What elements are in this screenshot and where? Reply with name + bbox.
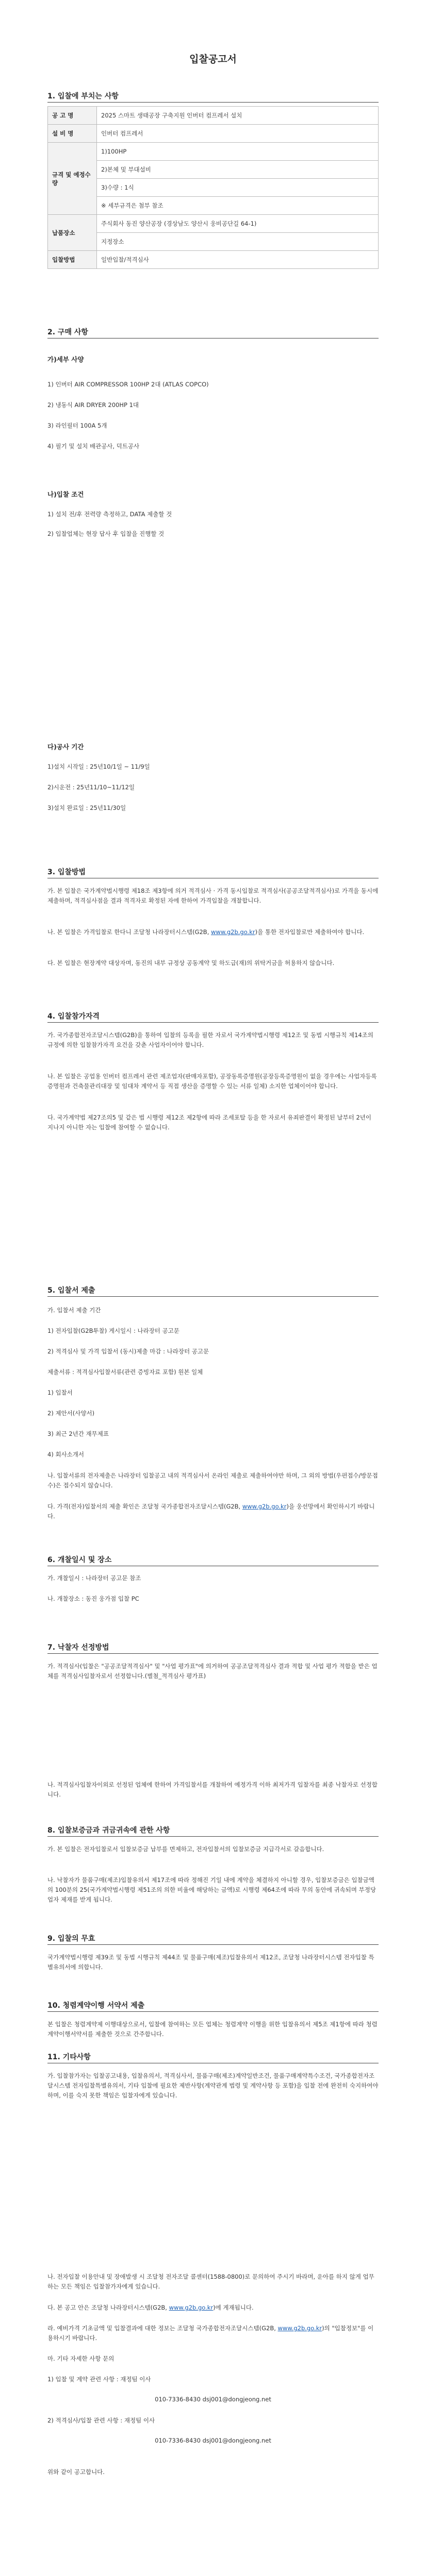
text: )의 "입찰정보"를 이용하시기 바랍니다.	[47, 2325, 374, 2342]
list-item: 3) 최근 2년간 재무제표	[47, 1430, 109, 1437]
table-value: 1)100HP	[97, 143, 379, 161]
section-4-divider	[47, 1022, 379, 1023]
paragraph: 다. 국가계약법 제27조의5 및 같은 법 시행령 제12조 제2항에 따라 조세포탈 등을 한 자로서 유죄판결이 확정된 날부터 2년이 지나지 아니한 자는 입찰에 참여할 수 없습니다.	[47, 1114, 372, 1131]
list-item: 3)설치 완료일 : 25년11/30일	[47, 804, 126, 811]
table-row	[48, 125, 379, 143]
paragraph: 본 입찰은 청렴계약제 이행대상으로서, 입찰에 참여하는 모든 업체는 청렴계약 이행을 위한 입찰유의서 제5조 제1항에 따라 청렴계약이행서약서를 제출한 것으로 간주합니다.	[47, 2021, 378, 2038]
section-5-heading: 5. 입찰서 제출	[47, 1286, 95, 1295]
paragraph: 나. 입찰서류의 전자제출은 나라장터 입찰공고 내의 적격심사서 온라인 제출로 제출하여야만 하며, 그 외의 방법(우편접수/방문접수)은 접수되지 않습니다.	[47, 1472, 378, 1489]
section-8-heading: 8. 입찰보증금과 귀금귀속에 관한 사항	[47, 1826, 170, 1835]
paragraph: 나. 전자입찰 이용안내 및 장애발생 시 조달청 전자조달 콜센터(1588-0800)로 문의하여 주시기 바라며, 운아를 하지 않게 업무하는 모든 책임은 입찰참가자에게 있습니다.	[47, 2273, 374, 2290]
text-line: 가. 입찰서 제출 기간	[47, 1307, 101, 1314]
section-8-divider	[47, 1836, 379, 1837]
list-item: 1) 인버터 AIR COMPRESSOR 100HP 2대 (ATLAS COPCO)	[47, 381, 209, 388]
list-item: 3) 라인필터 100A 5개	[47, 422, 107, 429]
paragraph: 가. 본 입찰은 국가계약법시행령 제18조 제3항에 의거 적격심사 · 가격 동시입찰로 적격심사(공공조달적격심사)로 가격을 동시에 제출하며, 적격심사점을 결과 적격자로 확정된 자에 한하여 가격입찰을 개찰합니다.	[47, 887, 379, 904]
table-value: 2025 스마트 생태공장 구축지원 인버터 컴프레서 설치	[97, 107, 379, 125]
section-10-heading: 10. 청렴계약이행 서약서 제출	[47, 2002, 145, 2010]
table-key: 납품장소	[48, 215, 97, 251]
section-7-divider	[47, 1653, 379, 1654]
table-value: ※ 세부규격은 첨부 참조	[97, 197, 379, 215]
table-key: 설 비 명	[48, 125, 97, 143]
list-item: 4) 회사소개서	[47, 1451, 85, 1458]
paragraph	[47, 927, 379, 937]
paragraph: 가. 본 입찰은 전자입찰로서 입찰보증금 납부를 면제하고, 전자입찰서의 입찰보증금 지급각서로 갈음합니다.	[47, 1845, 324, 1853]
text-line: 마. 기타 자세한 사항 문의	[47, 2355, 114, 2362]
list-item: 4) 필기 및 설치 배관공사, 덕트공사	[47, 443, 140, 450]
paragraph: 가. 국가종합전자조달시스템(G2B)을 통하여 입찰의 등록을 필한 자로서 국가계약법시행령 제12조 및 동법 시행규칙 제14조의 규정에 의한 입찰참가자격 요건을 갖춘 사업자이어야 합니다.	[47, 1031, 373, 1048]
table-row	[48, 233, 379, 251]
list-item: 2)시운전 : 25년11/10~11/12일	[47, 784, 135, 791]
table-value: 일반입찰/적격심사	[97, 251, 379, 269]
list-item: 1) 설치 전/후 전력량 측정하고, DATA 제출할 것	[47, 511, 172, 518]
g2b-link[interactable]: www.g2b.go.kr	[242, 1503, 287, 1510]
paragraph: 나. 본 입찰은 공업용 인버터 컴프레서 관련 제조업자(판매자포함), 공장동록증명원(공장등록증명원이 없을 경우에는 사업자등록증명원과 건축물관리대장 및 임대차 계약서 등 직접 생산을 증명할 수 있는 서류 일체) 소지한 업체이어야 합니다.	[47, 1073, 377, 1090]
paragraph: 나. 적격심사입찰자이외로 선정된 업체에 한하여 가격입찰서를 개찰하여 예정가격 이하 최저가격 입찰자를 최종 낙찰자로 선정합니다.	[47, 1781, 378, 1798]
list-item: 2) 냉동식 AIR DRYER 200HP 1대	[47, 401, 139, 409]
table-value: 3)수량 : 1식	[97, 179, 379, 197]
paragraph: 나. 낙찰자가 물품구매(제조)입찰유의서 제17조에 따라 정해진 기일 내에 계약을 체결하지 아니할 경우, 입찰보증금은 입찰금액의 100분의 25(국가계약법시행령 제51조의 의한 비율에 해당하는 금액)로 시행령 제64조에 따라 무의 동안에 귀속되며 부정당업자 제재를 받게 됩니다.	[47, 1876, 376, 1903]
g2b-link[interactable]: www.g2b.go.kr	[169, 2304, 214, 2311]
condition-subheading: 나)입찰 조건	[47, 490, 84, 498]
list-item: 1) 입찰서	[47, 1389, 73, 1396]
section-5-divider	[47, 1296, 379, 1297]
table-value: 2)본체 및 부대설비	[97, 161, 379, 179]
table-value: 인버터 컴프레서	[97, 125, 379, 143]
text: 나. 본 입찰은 가격입찰로 한다니 조달청 나라장터시스템(G2B,	[47, 928, 211, 936]
text-line: 1) 전자입찰(G2B투찰) 게시일시 : 나라장터 공고문	[47, 1327, 179, 1334]
g2b-link[interactable]: www.g2b.go.kr	[277, 2325, 322, 2332]
text: )에 게재됩니다.	[213, 2304, 254, 2311]
section-11-heading: 11. 기타사항	[47, 2053, 91, 2061]
paragraph	[47, 2324, 379, 2343]
paragraph: 국가계약법시행령 제39조 및 동법 시행규칙 제44조 및 물품구매(제조)입찰유의서 제12조, 조달청 나라장터시스템 전자입찰 특별유의서에 의합니다.	[47, 1954, 374, 1971]
text-line: 가. 개찰일시 : 나라장터 공고문 참조	[47, 1574, 141, 1582]
text: )을 웅선망에서 확인하시기 바랍니다.	[47, 1503, 375, 1520]
section-6-heading: 6. 개찰일시 및 장소	[47, 1556, 112, 1564]
text-line: 제출서류 : 적격심사입찰서류(관련 증빙자료 포함) 원본 일체	[47, 1368, 203, 1376]
paragraph	[47, 1502, 379, 1521]
contact-item: 2) 적격심사/입찰 관련 사항 : 재정팀 이사	[47, 2417, 155, 2424]
text: 다. 본 공고 안은 조달청 나라장터시스템(G2B,	[47, 2304, 169, 2311]
text: 라. 예비가격 기초금액 및 입찰결과에 대한 정보는 조달청 국가종합전자조달시스템(G2B,	[47, 2325, 278, 2332]
g2b-link[interactable]: www.g2b.go.kr	[211, 928, 255, 936]
table-row	[48, 179, 379, 197]
section-1-heading: 1. 입찰에 부치는 사항	[47, 92, 119, 100]
table-value: 주식회사 동진 양산공장 (경상남도 양산시 웅비공단길 64-1)	[97, 215, 379, 233]
table-key: 공 고 명	[48, 107, 97, 125]
spec-subheading: 가)세부 사양	[47, 355, 84, 363]
text-line: 2) 적격심사 및 가격 입찰서 (동시)제출 마감 : 나라장터 공고문	[47, 1348, 209, 1355]
table-row	[48, 197, 379, 215]
table-row	[48, 161, 379, 179]
table-key: 입찰방법	[48, 251, 97, 269]
text-line: 나. 개찰장소 : 동진 웅가점 입찰 PC	[47, 1595, 139, 1602]
text: 다. 가격(전자)입찰서의 제출 확인은 조달청 국가종합전자조달시스템(G2B,	[47, 1503, 242, 1510]
page-title: 입찰공고서	[189, 54, 237, 65]
section-10-divider	[47, 2011, 379, 2012]
table-row	[48, 251, 379, 269]
list-item: 2) 제안서(사양서)	[47, 1410, 95, 1417]
list-item: 1)설치 시작일 : 25년10/1일 ~ 11/9일	[47, 763, 150, 770]
paragraph: 가. 입찰참가자는 입찰공고내용, 입찰유의서, 적격심사서, 물품구매(제조)계약일반조건, 물품구매계약특수조건, 국가종합전자조달시스템 전자입찰특별유의서, 기타 입찰에 필요한 제반사항(계약관계 법령 및 계약사항 등 포함)을 입찰 전에 완전히 숙지하여야 하며, 이를 숙지 못한 책임은 입찰자에게 있습니다.	[47, 2072, 379, 2099]
contact-details: 010-7336-8430 dsj001@dongjeong.net	[155, 2437, 271, 2444]
section-1-divider	[47, 102, 379, 103]
paragraph	[47, 2303, 379, 2313]
table-row	[48, 215, 379, 233]
section-9-heading: 9. 입찰의 무효	[47, 1935, 95, 1943]
section-7-heading: 7. 낙찰자 선정방법	[47, 1643, 109, 1652]
table-value: 지정장소	[97, 233, 379, 251]
table-row	[48, 143, 379, 161]
section-3-heading: 3. 입찰방법	[47, 868, 86, 876]
contact-details: 010-7336-8430 dsj001@dongjeong.net	[155, 2396, 271, 2403]
table-key: 규격 및 예정수량	[48, 143, 97, 215]
text: )을 통한 전자입찰로만 제출하여야 합니다.	[255, 928, 365, 936]
closing-text: 위와 같이 공고합니다.	[47, 2468, 105, 2476]
list-item: 2) 입찰업체는 현장 답사 후 입찰을 진행할 것	[47, 530, 165, 537]
section-9-divider	[47, 1944, 379, 1945]
bid-info-table	[47, 106, 379, 269]
paragraph: 가. 적격심사(입찰은 "공공조달적격심사" 및 "사업 평가표"에 의거하여 공공조달적격심사 결과 적합 및 사업 평가 적합을 받은 업체를 적격심사입찰자로서 선정합니다.(별첨_적격심사 평가표)	[47, 1663, 378, 1680]
contact-item: 1) 입찰 및 계약 관련 사항 : 재정팀 이사	[47, 2376, 151, 2383]
section-2-heading: 2. 구매 사항	[47, 328, 88, 336]
period-subheading: 다)공사 기간	[47, 743, 84, 751]
section-4-heading: 4. 입찰참가자격	[47, 1012, 100, 1021]
table-row	[48, 107, 379, 125]
paragraph: 다. 본 입찰은 현장계약 대상자며, 동진의 내부 규정상 공동계약 및 하도급(재)의 위탁거금을 허용하지 않습니다.	[47, 959, 335, 967]
